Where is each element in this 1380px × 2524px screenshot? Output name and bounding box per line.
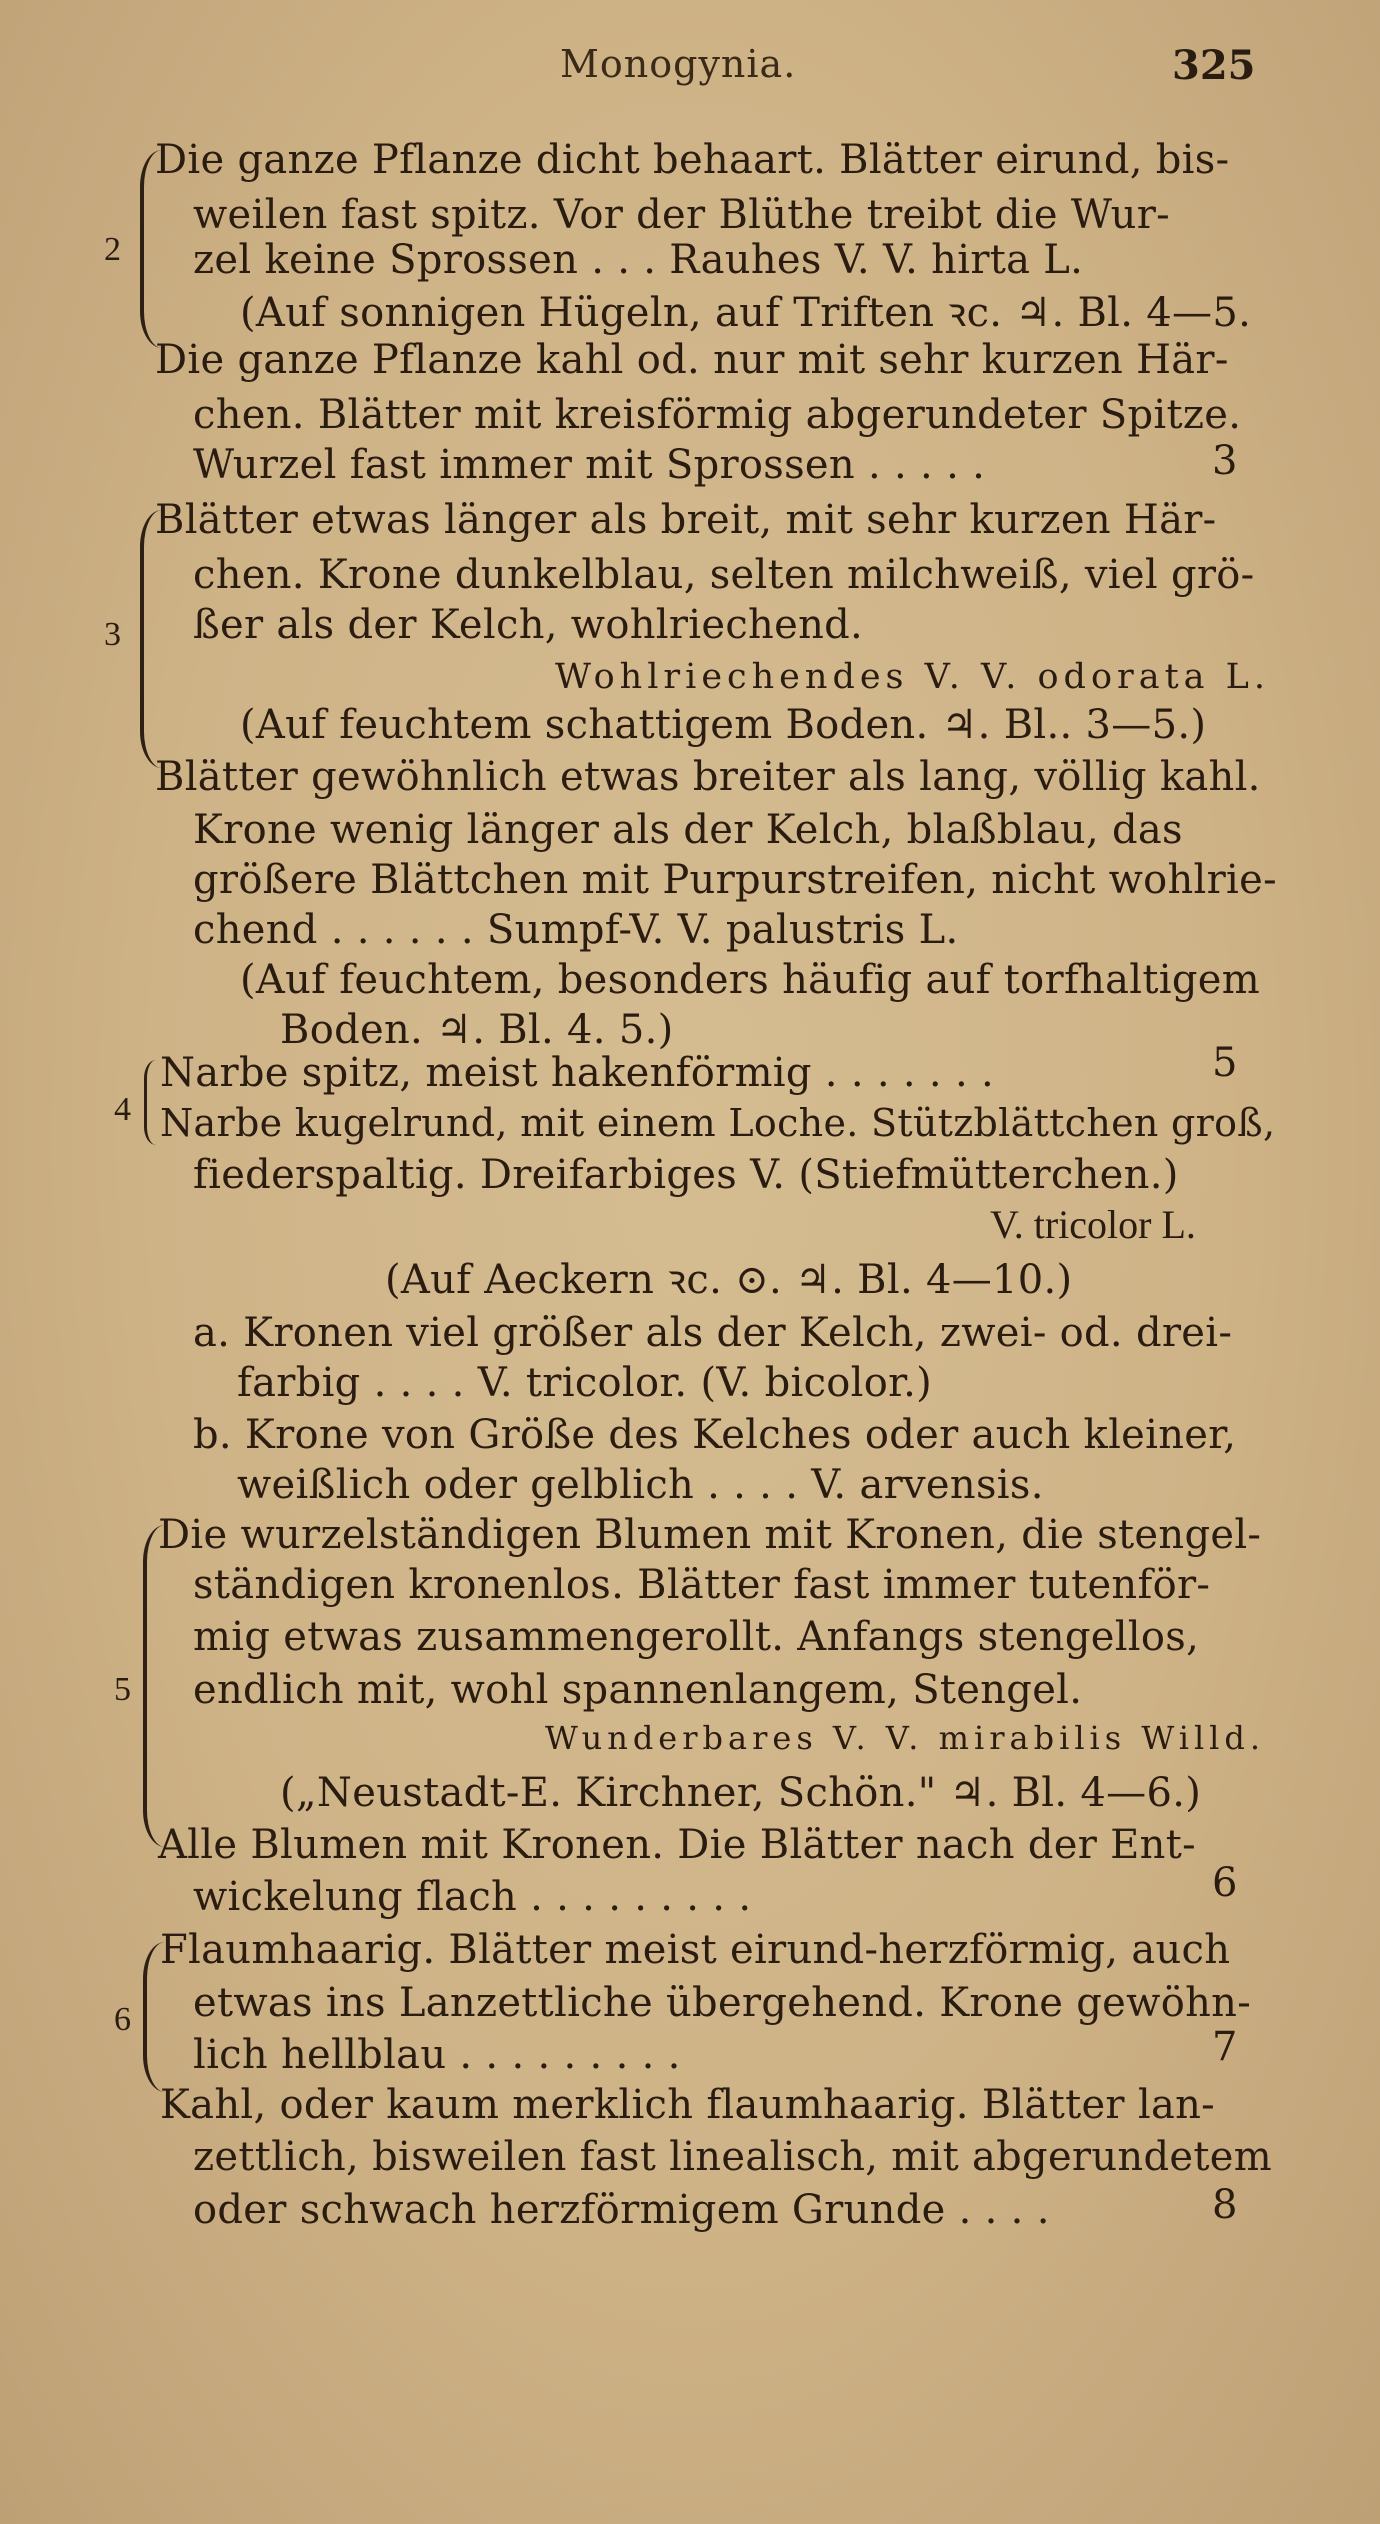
text-line: Boden. ♃. Bl. 4. 5.): [280, 1007, 674, 1053]
text-line: chend . . . . . . Sumpf-V. V. palustris L.: [193, 907, 959, 953]
text-line: („Neustadt-E. Kirchner, Schön." ♃. Bl. 4—6.): [280, 1770, 1202, 1816]
text-line: ständigen kronenlos. Blätter fast immer tutenför-: [193, 1562, 1211, 1608]
key-number: 4: [114, 1091, 131, 1128]
text-line: Wunderbares V. V. mirabilis Willd.: [545, 1719, 1266, 1757]
text-line: zettlich, bisweilen fast linealisch, mit abgerundetem: [193, 2134, 1272, 2180]
text-line: Die ganze Pflanze dicht behaart. Blätter eirund, bis-: [155, 137, 1230, 183]
reference-number: 7: [1212, 2024, 1238, 2070]
text-line: Alle Blumen mit Kronen. Die Blätter nach der Ent-: [158, 1822, 1196, 1868]
text-line: größere Blättchen mit Purpurstreifen, nicht wohlrie-: [193, 857, 1277, 903]
reference-number: 6: [1212, 1860, 1238, 1906]
text-line: Kahl, oder kaum merklich flaumhaarig. Blätter lan-: [160, 2082, 1215, 2128]
reference-number: 3: [1212, 438, 1238, 484]
text-line: (Auf sonnigen Hügeln, auf Triften ꝛc. ♃. Bl. 4—5.: [240, 290, 1252, 336]
text-line: Wohlriechendes V. V. odorata L.: [555, 657, 1271, 697]
page-number: 325: [1172, 42, 1256, 89]
text-line: chen. Blätter mit kreisförmig abgerundeter Spitze.: [193, 392, 1242, 438]
text-line: weilen fast spitz. Vor der Blüthe treibt die Wur-: [193, 192, 1170, 238]
text-line: Blätter gewöhnlich etwas breiter als lang, völlig kahl.: [155, 754, 1261, 800]
text-line: (Auf feuchtem, besonders häufig auf torfhaltigem: [240, 957, 1260, 1003]
key-number: 6: [114, 2001, 131, 2038]
text-line: mig etwas zusammengerollt. Anfangs stengellos,: [193, 1614, 1200, 1660]
text-line: wickelung flach . . . . . . . . .: [193, 1874, 752, 1920]
key-number: 2: [104, 231, 121, 268]
text-line: (Auf feuchtem schattigem Boden. ♃. Bl.. 3—5.): [240, 702, 1207, 748]
text-line: etwas ins Lanzettliche übergehend. Krone gewöhn-: [193, 1980, 1252, 2026]
running-title: Monogynia.: [560, 42, 797, 86]
reference-number: 5: [1212, 1040, 1238, 1086]
text-line: farbig . . . . V. tricolor. (V. bicolor.): [237, 1360, 933, 1406]
text-line: weißlich oder gelblich . . . . V. arvensis.: [237, 1462, 1044, 1508]
key-number: 3: [104, 616, 121, 653]
text-line: Blätter etwas länger als breit, mit sehr kurzen Här-: [155, 497, 1217, 543]
reference-number: 8: [1212, 2182, 1238, 2228]
text-line: lich hellblau . . . . . . . . .: [193, 2032, 681, 2078]
key-brace-5: [143, 1525, 165, 1847]
text-line: (Auf Aeckern ꝛc. ⊙. ♃. Bl. 4—10.): [385, 1257, 1073, 1303]
page-header: [0, 42, 1380, 102]
text-line: zel keine Sprossen . . . Rauhes V. V. hirta L.: [193, 237, 1084, 283]
key-brace-3: [140, 510, 162, 768]
text-line: fiederspaltig. Dreifarbiges V. (Stiefmütterchen.): [193, 1152, 1179, 1198]
text-line: chen. Krone dunkelblau, selten milchweiß, viel grö-: [193, 552, 1255, 598]
text-line: a. Kronen viel größer als der Kelch, zwei- od. drei-: [193, 1310, 1233, 1356]
text-line: oder schwach herzförmigem Grunde . . . .: [193, 2187, 1050, 2233]
text-line: Narbe kugelrund, mit einem Loche. Stützblättchen groß,: [160, 1101, 1276, 1145]
text-line: Wurzel fast immer mit Sprossen . . . . .: [193, 442, 986, 488]
text-line: Die wurzelständigen Blumen mit Kronen, die stengel-: [158, 1512, 1262, 1558]
text-line: b. Krone von Größe des Kelches oder auch kleiner,: [193, 1412, 1237, 1458]
text-line: V. tricolor L.: [990, 1202, 1196, 1247]
text-line: Die ganze Pflanze kahl od. nur mit sehr kurzen Här-: [155, 337, 1229, 383]
key-number: 5: [114, 1671, 131, 1708]
text-line: Krone wenig länger als der Kelch, blaßblau, das: [193, 807, 1183, 853]
text-line: Flaumhaarig. Blätter meist eirund-herzförmig, auch: [160, 1927, 1231, 1973]
text-line: endlich mit, wohl spannenlangem, Stengel.: [193, 1667, 1083, 1713]
text-line: ßer als der Kelch, wohlriechend.: [193, 602, 864, 648]
text-line: Narbe spitz, meist hakenförmig . . . . . . .: [160, 1050, 995, 1096]
